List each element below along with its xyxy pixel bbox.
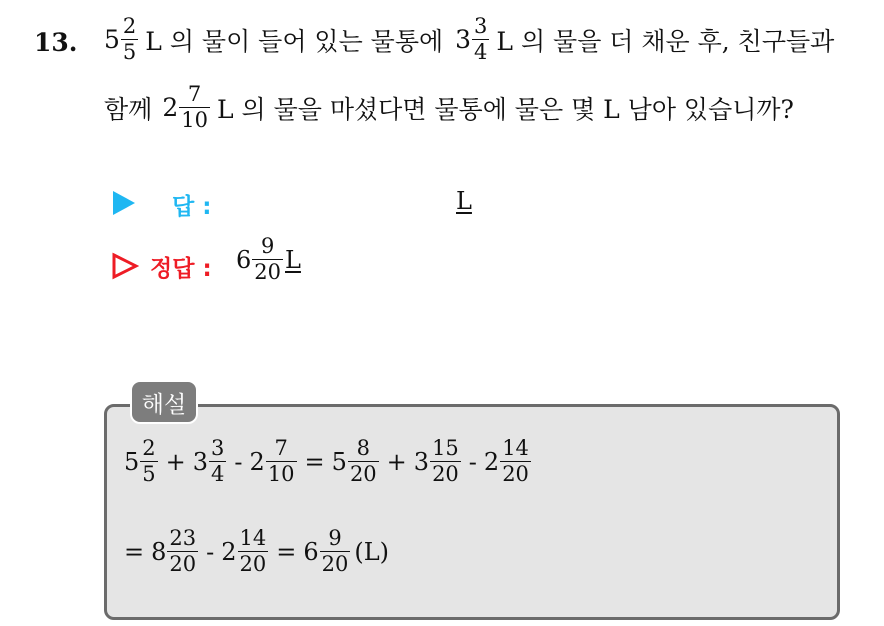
fraction: $\frac{15}{20}$ (432, 436, 459, 486)
fraction: $\frac{7}{10}$ (181, 82, 208, 132)
fraction: $\frac{9}{20}$ (254, 234, 282, 284)
fraction: $\frac{2}{5}$ (142, 436, 156, 486)
explanation-tab: 해설 (130, 380, 198, 424)
fraction: $\frac{9}{20}$ (321, 526, 349, 576)
fraction: $\frac{2}{5}$ (122, 14, 137, 64)
mixed-whole: 3 (413, 447, 430, 476)
mixed-whole: 2 (249, 447, 265, 476)
mixed-whole: 3 (455, 25, 472, 54)
mixed-whole: 2 (483, 447, 500, 476)
fraction: $\frac{14}{20}$ (502, 436, 529, 486)
operator: - (234, 447, 243, 476)
unit-text: (L) (354, 537, 390, 566)
question-text: L 의 물을 더 채운 후, 친구들과 (496, 26, 835, 56)
correct-answer (236, 236, 301, 283)
question-number: 13. (34, 28, 78, 57)
mixed-whole: 6 (236, 245, 252, 274)
correct-marker-icon (111, 252, 139, 284)
answer-marker-icon (111, 190, 137, 220)
operator: = (276, 537, 297, 566)
correct-unit: L (285, 245, 301, 274)
question-text: L 의 물을 마셨다면 물통에 물은 몇 L 남아 있습니까? (216, 94, 794, 124)
explanation-line-1 (124, 438, 532, 485)
operator: = (304, 447, 325, 476)
fraction: $\frac{23}{20}$ (169, 526, 197, 576)
operator: + (165, 447, 186, 476)
mixed-whole: 8 (151, 537, 167, 566)
operator: - (468, 447, 477, 476)
mixed-whole: 5 (124, 447, 140, 476)
operator: - (206, 537, 215, 566)
mixed-whole: 3 (192, 447, 209, 476)
question-text: L 의 물이 들어 있는 물통에 (145, 26, 444, 56)
fraction: $\frac{14}{20}$ (239, 526, 267, 576)
mixed-whole: 6 (303, 537, 319, 566)
explanation-line-2 (124, 528, 389, 575)
operator: = (124, 537, 145, 566)
fraction: $\frac{7}{10}$ (267, 436, 295, 486)
mixed-whole: 5 (331, 447, 347, 476)
fraction: $\frac{3}{4}$ (211, 436, 225, 486)
question-line-2 (104, 84, 794, 131)
mixed-whole: 5 (104, 25, 120, 54)
question-text: 함께 (104, 94, 153, 124)
question-line-1 (104, 16, 834, 63)
fraction: $\frac{8}{20}$ (349, 436, 377, 486)
mixed-whole: 2 (162, 93, 179, 122)
correct-label: 정답 : (150, 256, 212, 282)
operator: + (386, 447, 407, 476)
fraction: $\frac{3}{4}$ (474, 14, 488, 64)
answer-label: 답 : (172, 194, 212, 220)
answer-unit: L (456, 187, 472, 215)
mixed-whole: 2 (221, 537, 237, 566)
